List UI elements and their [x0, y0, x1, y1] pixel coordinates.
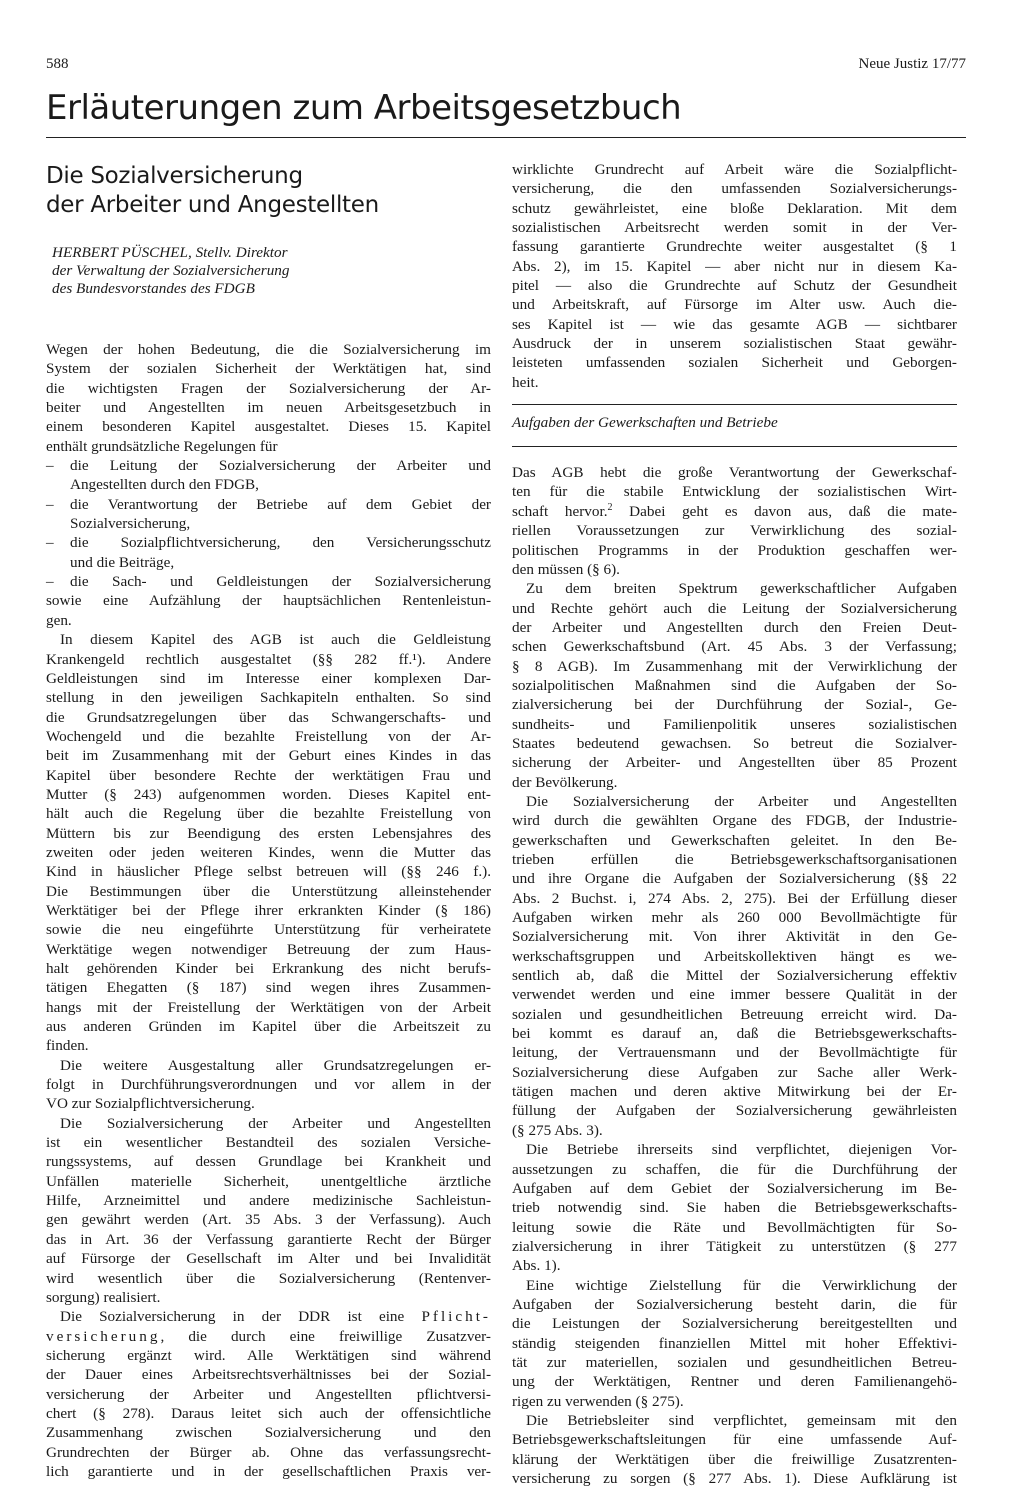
- text-line: versicherung zu sorgen (§ 277 Abs. 1). Diese Aufklärung ist: [512, 1470, 957, 1487]
- text-line: Geldleistungen sind im Interesse einer komplexen Dar-: [46, 669, 491, 687]
- text-line: gen gewährt werden (Art. 35 Abs. 3 der Verfassung). Auch: [46, 1211, 491, 1229]
- text-line: Die Betriebe ihrerseits sind verpflichtet, diejenigen Vor-: [526, 1141, 957, 1159]
- text-line: sozialen und gesundheitlichen Betreuung erreicht wird. Da-: [512, 1005, 957, 1023]
- text-line: zialversicherung bei der Durchführung der Sozial-, Ge-: [512, 696, 957, 714]
- text-line: riellen Voraussetzungen zur Verwirklichung des sozial-: [512, 522, 957, 540]
- emphasized-term: versicherung: [46, 1327, 161, 1345]
- dash-marker: –: [46, 534, 54, 552]
- text-line: der Arbeiter und Angestellten durch den Freien Deut-: [512, 618, 957, 636]
- text-line: aus anderen Gründen im Kapitel über die Arbeitszeit zu: [46, 1018, 491, 1036]
- text-segment: , die durch eine freiwillige Zusatzver-: [160, 1327, 491, 1345]
- text-segment: Dabei geht es davon aus, daß die mate-: [612, 502, 957, 520]
- text-line: ses Kapitel ist — wie das gesamte AGB — sichtbarer: [512, 315, 957, 333]
- text-line: bei kommt es darauf an, daß die Betriebsgewerkschafts-: [512, 1025, 957, 1043]
- text-line: Grundrechten der Bürger ab. Ohne das verfassungsrecht-: [46, 1443, 491, 1461]
- text-line: Eine wichtige Zielstellung für die Verwirklichung der: [526, 1276, 957, 1294]
- text-line: die wichtigsten Fragen der Sozialversicherung der Ar-: [46, 379, 491, 397]
- text-line: politischen Programms in der Produktion geschaffen wer-: [512, 541, 957, 559]
- right-body-text: [512, 463, 957, 1488]
- text-line: wird wesentlich über die Sozialversicherung (Rentenver-: [46, 1269, 491, 1287]
- list-item: [46, 456, 491, 475]
- footnote-ref: 2: [607, 501, 613, 513]
- text-line: heit.: [512, 373, 539, 391]
- text-line: Die weitere Ausgestaltung aller Grundsatzregelungen er-: [60, 1056, 491, 1074]
- emphasized-term: Pflicht-: [421, 1308, 491, 1326]
- text-line: chert (§ 278). Daraus leitet sich auch der offensichtliche: [46, 1404, 491, 1422]
- text-line: Sozialversicherung mit. Von ihrer Aktivität in den Ge-: [512, 928, 957, 946]
- text-line: lich garantierte und in der gesellschaftlichen Praxis ver-: [46, 1462, 491, 1480]
- page-number: 588: [46, 56, 69, 72]
- text-line: Die Betriebsleiter sind verpflichtet, gemeinsam mit den: [526, 1411, 957, 1429]
- text-line: wird durch die gewählten Organe des FDGB, der Industrie-: [512, 812, 957, 830]
- dash-marker: –: [46, 573, 54, 591]
- text-line: Angestellten durch den FDGB,: [70, 476, 259, 494]
- text-line: schen Gewerkschaftsbund (Art. 45 Abs. 3 der Verfassung;: [512, 638, 957, 656]
- text-line: pitel — also die Grundrechte auf Schutz der Gesundheit: [512, 277, 957, 295]
- list-item: [46, 495, 491, 514]
- text-line: leisteten umfassenden sozialen Sicherheit und Geborgen-: [512, 354, 957, 372]
- left-body-text: [46, 340, 491, 1481]
- journal-reference: Neue Justiz 17/77: [858, 56, 966, 72]
- text-line: Werktätiger bei der Pflege ihrer erkrankten Kinder (§ 186): [46, 901, 491, 919]
- text-line: leitung sowie die Räte und Bevollmächtigten für So-: [512, 1218, 957, 1236]
- text-line: rigen zu verwenden (§ 275).: [512, 1392, 684, 1410]
- text-line: werkschaftsgruppen und Arbeitskollektiven hängt es we-: [512, 947, 957, 965]
- text-line: trieb notwendig sind. Sie haben die Betriebsgewerkschafts-: [512, 1199, 957, 1217]
- text-line: Unfällen materielle Sicherheit, unentgeltliche ärztliche: [46, 1172, 491, 1190]
- text-line: Abs. 2 Buchst. i, 274 Abs. 2, 275). Bei der Erfüllung dieser: [512, 889, 957, 907]
- article-title-line: der Arbeiter und Angestellten: [46, 192, 379, 218]
- text-line: und Arbeitskraft, auf Fürsorge im Alter usw. Auch die-: [512, 296, 957, 314]
- text-line: klärung der Werktätigen über die freiwillige Zusatzrenten-: [512, 1450, 957, 1468]
- text-line: versicherung, die den umfassenden Sozialversicherungs-: [512, 180, 957, 198]
- text-line: füllung der Aufgaben der Sozialversicherung gewährleisten: [512, 1102, 957, 1120]
- text-line: Aufgaben der Sozialversicherung besteht darin, die für: [512, 1295, 957, 1313]
- text-line: zialversicherung in ihrer Tätigkeit zu unterstützen (§ 277: [512, 1237, 957, 1255]
- text-line: Hilfe, Arzneimittel und andere medizinische Sachleistun-: [46, 1192, 491, 1210]
- text-line: und die Beiträge,: [70, 553, 175, 571]
- subheading-rule: [512, 446, 957, 447]
- text-line: versicherung der Arbeiter und Angestellten pflichtversi-: [46, 1385, 491, 1403]
- text-line: sicherung ergänzt wird. Alle Werktätigen sind während: [46, 1346, 491, 1364]
- list-item: [46, 572, 491, 591]
- text-line: System der sozialen Sicherheit der Werktätigen hat, sind: [46, 360, 491, 378]
- text-line: Wochengeld und die bezahlte Freistellung von der Ar-: [46, 727, 491, 745]
- text-line: [512, 502, 957, 521]
- text-line: ten für die stabile Entwicklung der sozialistischen Wirt-: [512, 483, 957, 501]
- text-line: Kind in häuslicher Pflege selbst betreuen will (§§ 246 f.).: [46, 863, 491, 881]
- text-line: sozialistischen Arbeitsrecht werden somit in der Ver-: [512, 219, 957, 237]
- text-line: Aufgaben wirken mehr als 260 000 Bevollmächtigte für: [512, 909, 957, 927]
- text-line: das in Art. 36 der Verfassung garantierte Recht der Bürger: [46, 1230, 491, 1248]
- text-line: die Grundsatzregelungen über das Schwangerschafts- und: [46, 708, 491, 726]
- text-line: Zu dem breiten Spektrum gewerkschaftlicher Aufgaben: [526, 580, 957, 598]
- text-line: der Dauer eines Arbeitsrechtsverhältnisses bei der Sozial-: [46, 1366, 491, 1384]
- section-divider: [512, 404, 957, 405]
- list-item-text: die Verantwortung der Betriebe auf dem Gebiet der: [70, 495, 491, 513]
- text-line: Zusammenhang zwischen Sozialversicherung und den: [46, 1424, 491, 1442]
- text-line: Müttern bis zur Beendigung des ersten Lebensjahres des: [46, 824, 491, 842]
- text-line: sowie eine Aufzählung der hauptsächlichen Rentenleistun-: [46, 592, 491, 610]
- text-line: fassung garantierte Grundrechte weiter ausgestaltet (§ 1: [512, 238, 957, 256]
- text-line: und ihre Organe die Aufgaben der Sozialversicherung (§§ 22: [512, 870, 957, 888]
- text-line: sundheits- und Familienpolitik unseres sozialistischen: [512, 715, 957, 733]
- text-line: sorgung) realisiert.: [46, 1288, 161, 1306]
- header-rule: [46, 137, 966, 138]
- text-line: sicherung der Arbeiter- und Angestellten über 85 Prozent: [512, 754, 957, 772]
- text-line: hält auch die Regelung über die bezahlte Freistellung von: [46, 805, 491, 823]
- author-block: [52, 244, 491, 298]
- text-line: VO zur Sozialpflichtversicherung.: [46, 1095, 255, 1113]
- text-line: sentlich ab, daß die Mittel der Sozialversicherung effektiv: [512, 967, 957, 985]
- text-line: ständig steigenden finanziellen Mittel mit hoher Effektivi-: [512, 1334, 957, 1352]
- text-line: Die Sozialversicherung der Arbeiter und Angestellten: [60, 1114, 491, 1132]
- text-line: (§ 275 Abs. 3).: [512, 1121, 603, 1139]
- left-column: [46, 160, 491, 1481]
- right-column: [512, 160, 957, 1488]
- text-line: sozialpolitischen Maßnahmen sind die Aufgaben der So-: [512, 676, 957, 694]
- text-line: Krankengeld rechtlich ausgestaltet (§§ 282 ff.¹). Andere: [46, 650, 491, 668]
- text-line: Die Bestimmungen über die Unterstützung alleinstehender: [46, 882, 491, 900]
- text-line: Die Sozialversicherung der Arbeiter und Angestellten: [526, 792, 957, 810]
- text-line: stellung in den jeweiligen Sachkapiteln enthalten. So sind: [46, 689, 491, 707]
- text-line: tätigen machen und deren aktive Mitwirkung bei der Er-: [512, 1083, 957, 1101]
- text-line: [46, 1307, 491, 1326]
- text-line: ist ein wesentlicher Bestandteil des sozialen Versiche-: [46, 1134, 491, 1152]
- text-line: trieben erfüllen die Betriebsgewerkschaftsorganisationen: [512, 851, 957, 868]
- text-line: zweiten oder jeden weiteren Kindes, wenn die Mutter das: [46, 843, 491, 861]
- text-line: leitung, der Vertrauensmann und der Bevollmächtigte für: [512, 1044, 957, 1062]
- text-line: gen.: [46, 611, 72, 629]
- text-line: gewerkschaften und Gewerkschaften geleitet. In den Be-: [512, 831, 957, 849]
- text-line: aussetzungen zu schaffen, die für die Durchführung der: [512, 1160, 957, 1178]
- text-line: beiter und Angestellten im neuen Arbeitsgesetzbuch in: [46, 399, 491, 417]
- text-line: Staates bedeutend gewachsen. So betreut die Sozialver-: [512, 734, 957, 752]
- text-line: Betriebsgewerkschaftsleitungen für eine umfassende Auf-: [512, 1431, 957, 1449]
- list-item-text: die Sozialpflichtversicherung, den Versicherungsschutz: [70, 534, 491, 552]
- text-line: tätigen Ehegatten (§ 187) sind wegen ihres Zusammen-: [46, 979, 491, 997]
- text-line: Wegen der hohen Bedeutung, die die Sozialversicherung im: [46, 341, 491, 358]
- text-line: schutz gewährleistet, eine bloße Deklaration. Mit dem: [512, 199, 957, 217]
- text-line: tät zur materiellen, sozialen und gesundheitlichen Betreu-: [512, 1353, 957, 1371]
- text-line: Sozialversicherung,: [70, 515, 191, 533]
- text-line: Mutter (§ 243) aufgenommen worden. Dieses Kapitel ent-: [46, 785, 491, 803]
- text-line: sowie die neu eingeführte Unterstützung für verheiratete: [46, 921, 491, 939]
- text-line: [46, 1327, 491, 1346]
- dash-marker: –: [46, 457, 54, 475]
- text-line: Ausdruck der in unserem sozialistischen Staat gewähr-: [512, 335, 957, 353]
- author-line: des Bundesvorstandes des FDGB: [52, 280, 255, 297]
- text-line: Abs. 2), im 15. Kapitel — aber nicht nur in diesem Ka-: [512, 257, 957, 275]
- text-line: enthält grundsätzliche Regelungen für: [46, 437, 278, 455]
- text-line: beit im Zusammenhang mit der Geburt eines Kindes in das: [46, 747, 491, 765]
- text-line: die Leistungen der Sozialversicherung bereitgestellten und: [512, 1315, 957, 1333]
- subheading: Aufgaben der Gewerkschaften und Betriebe: [512, 414, 778, 432]
- text-line: hangs mit der Freistellung der Werktätigen von der Arbeit: [46, 998, 491, 1016]
- text-line: Aufgaben auf dem Gebiet der Sozialversicherung im Be-: [512, 1179, 957, 1197]
- text-line: Abs. 1).: [512, 1257, 561, 1275]
- text-line: wirklichte Grundrecht auf Arbeit wäre die Sozialpflicht-: [512, 161, 957, 178]
- text-line: Das AGB hebt die große Verantwortung der Gewerkschaf-: [512, 464, 957, 482]
- text-line: In diesem Kapitel des AGB ist auch die Geldleistung: [60, 631, 491, 649]
- text-segment: Die Sozialversicherung in der DDR ist eine: [60, 1308, 422, 1326]
- list-item-text: die Sach- und Geldleistungen der Sozialversicherung: [70, 573, 491, 591]
- text-line: rungssystems, auf dessen Grundlage bei Krankheit und: [46, 1153, 491, 1171]
- text-line: Werktätige wegen notwendiger Betreuung der zum Haus-: [46, 940, 491, 958]
- text-line: Sozialversicherung diese Aufgaben zur Sache aller Werk-: [512, 1063, 957, 1081]
- author-line: HERBERT PÜSCHEL, Stellv. Direktor: [52, 244, 288, 261]
- article-title: [46, 162, 491, 220]
- article-title-line: Die Sozialversicherung: [46, 163, 303, 189]
- text-line: der Bevölkerung.: [512, 773, 618, 791]
- text-line: Kapitel über besondere Rechte der werktätigen Frau und: [46, 766, 491, 784]
- text-line: finden.: [46, 1037, 89, 1055]
- section-title: Erläuterungen zum Arbeitsgesetzbuch: [46, 88, 682, 128]
- list-item-text: die Leitung der Sozialversicherung der Arbeiter und: [70, 457, 491, 475]
- text-line: folgt in Durchführungsverordnungen und vor allem in der: [46, 1076, 491, 1094]
- running-head: [46, 56, 966, 76]
- text-line: und Rechte gehört auch die Leitung der Sozialversicherung: [512, 599, 957, 617]
- text-line: halt gehörenden Kinder bei Erkrankung des nicht berufs-: [46, 960, 491, 977]
- text-line: auf Fürsorge der Gesellschaft im Alter und bei Invalidität: [46, 1250, 491, 1268]
- text-line: einem besonderen Kapitel ausgestaltet. Dieses 15. Kapitel: [46, 418, 491, 436]
- text-line: verwendet werden und eine immer bessere Qualität in der: [512, 986, 957, 1004]
- text-line: ung der Werktätigen, Rentner und deren Familienangehö-: [512, 1373, 957, 1391]
- text-line: § 8 AGB). Im Zusammenhang mit der Verwirklichung der: [512, 657, 957, 675]
- author-line: der Verwaltung der Sozialversicherung: [52, 262, 290, 279]
- dash-marker: –: [46, 495, 54, 513]
- list-item: [46, 533, 491, 552]
- text-segment: schaft hervor.: [512, 502, 608, 520]
- text-line: den müssen (§ 6).: [512, 560, 620, 578]
